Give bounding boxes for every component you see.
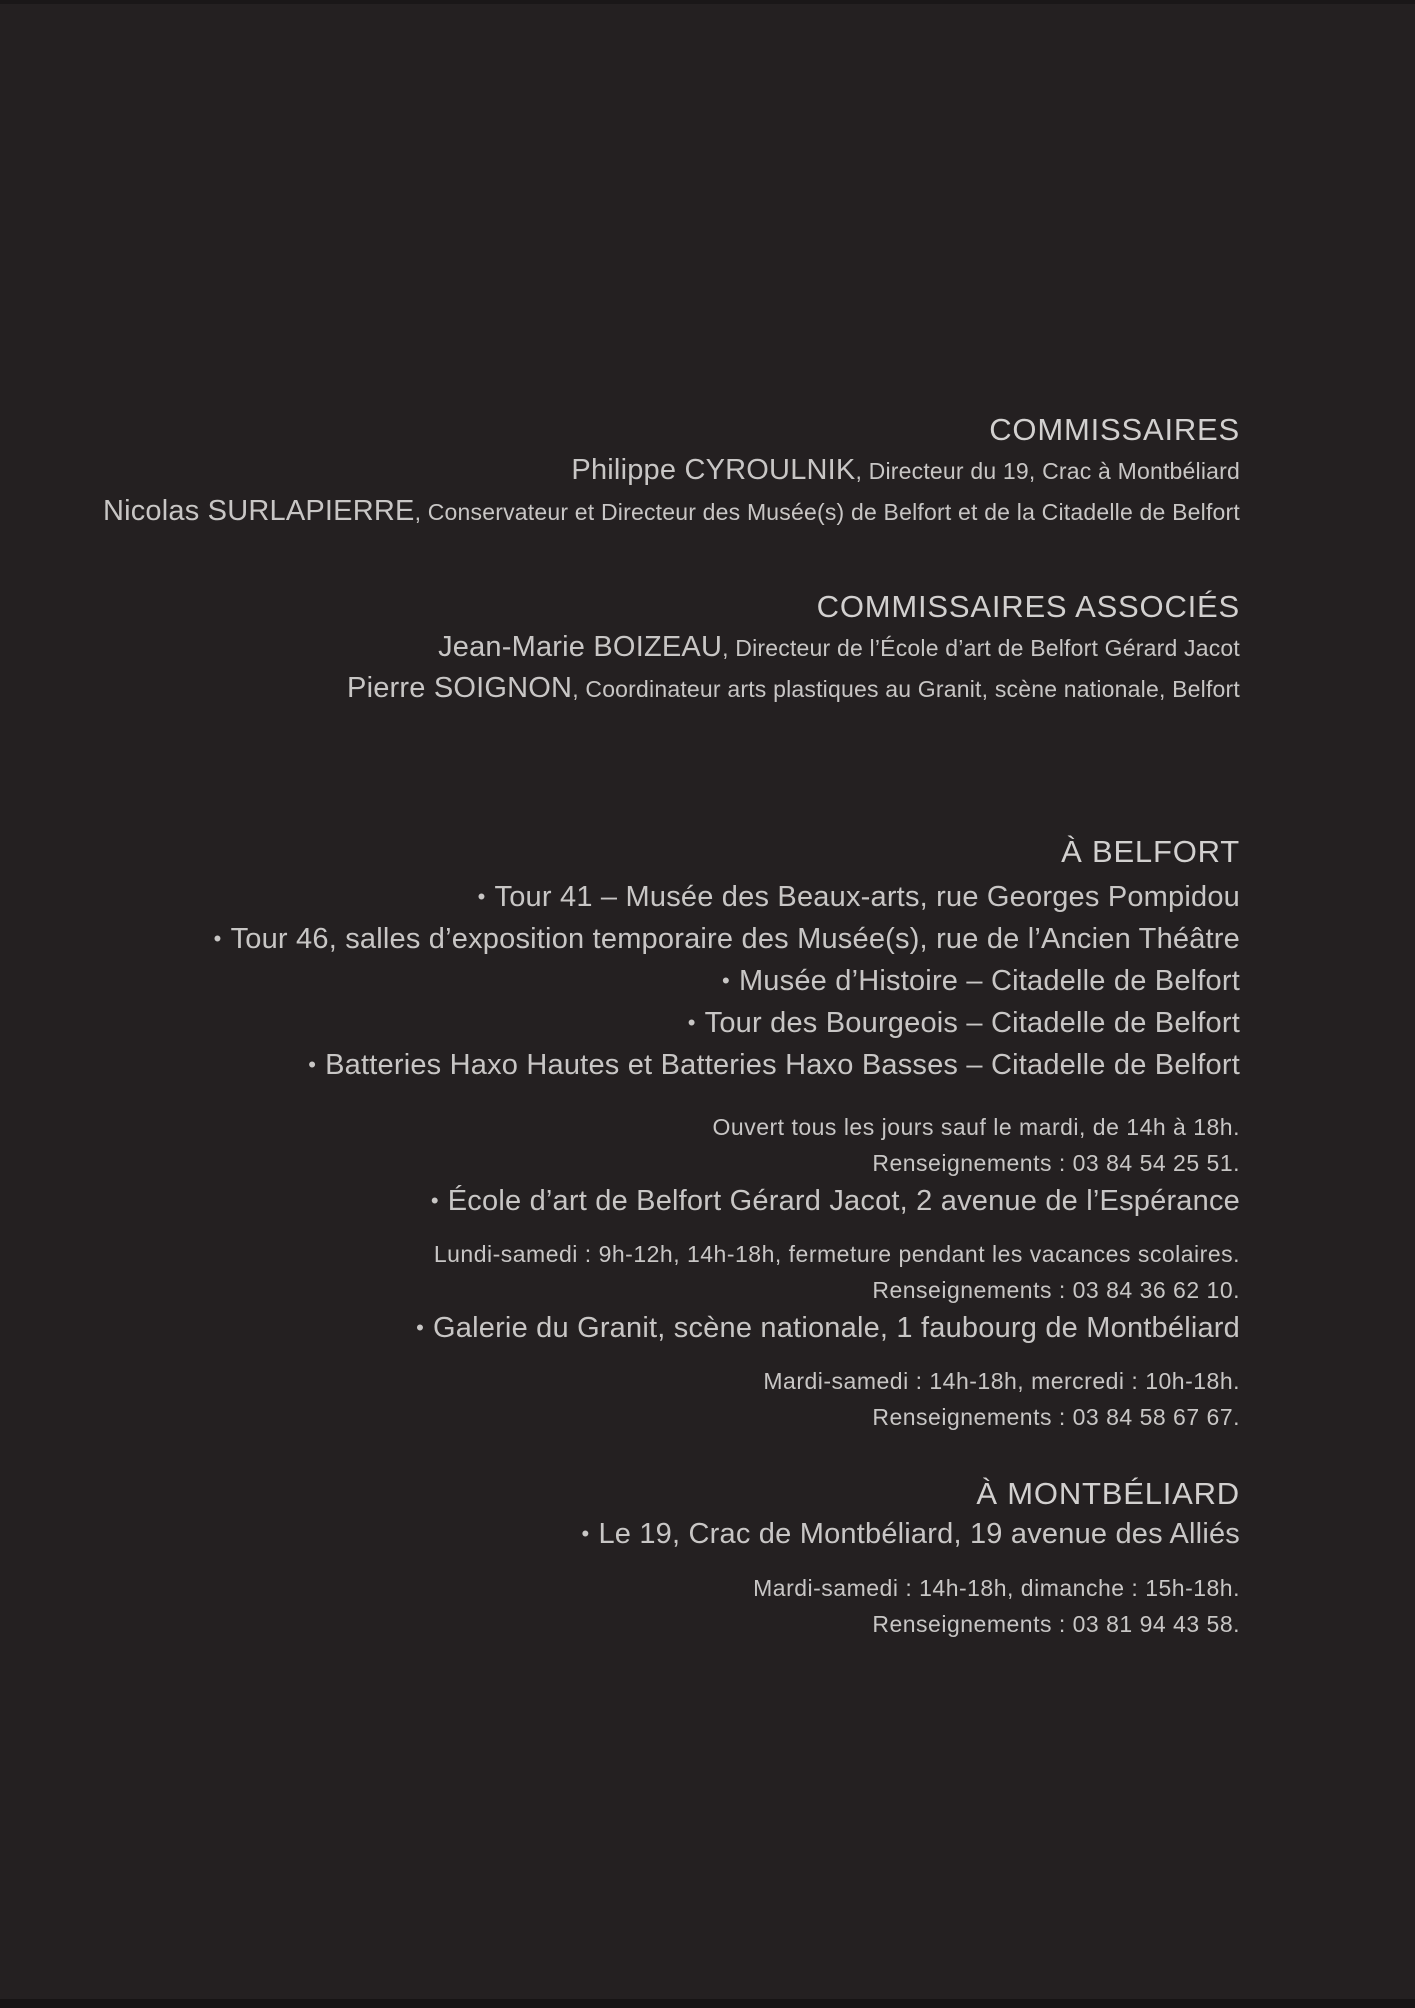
person-line — [60, 450, 1240, 491]
person-role: , Directeur de l’École d’art de Belfort Gérard Jacot — [722, 635, 1240, 661]
venue-label: Musée d’Histoire – Citadelle de Belfort — [738, 965, 1240, 997]
bullet-icon: • — [477, 884, 486, 909]
opening-hours-line: Lundi-samedi : 9h-12h, 14h-18h, fermeture pendant les vacances scolaires. — [433, 1241, 1240, 1267]
opening-hours-line: Mardi-samedi : 14h-18h, dimanche : 15h-18h. — [753, 1575, 1240, 1601]
phone-info-line: Renseignements : 03 84 58 67 67. — [872, 1404, 1240, 1430]
opening-hours-line: Mardi-samedi : 14h-18h, mercredi : 10h-18h. — [763, 1368, 1240, 1394]
section-belfort — [60, 832, 1240, 1435]
section-commissaires — [60, 410, 1240, 532]
person-line — [60, 627, 1240, 668]
bullet-icon: • — [430, 1188, 439, 1213]
venue-item-le19 — [60, 1514, 1240, 1556]
venue-label: Galerie du Granit, scène nationale, 1 faubourg de Montbéliard — [433, 1312, 1240, 1344]
venue-label: Tour 46, salles d’exposition temporaire des Musée(s), rue de l’Ancien Théâtre — [230, 923, 1240, 955]
person-line — [60, 491, 1240, 532]
montbeliard-hours — [60, 1570, 1240, 1642]
person-role: , Coordinateur arts plastiques au Granit, scène nationale, Belfort — [572, 676, 1240, 702]
galerie-hours — [60, 1363, 1240, 1435]
section-title-belfort: À BELFORT — [1061, 834, 1240, 869]
colophon-content — [60, 410, 1240, 1642]
section-title-commissaires-associes: COMMISSAIRES ASSOCIÉS — [816, 589, 1240, 624]
person-name: Pierre SOIGNON — [347, 672, 573, 704]
scan-edge-bottom — [0, 1999, 1415, 2008]
person-line — [60, 668, 1240, 709]
ecole-hours — [60, 1236, 1240, 1308]
section-commissaires-associes — [60, 587, 1240, 709]
venue-item — [60, 919, 1240, 961]
venue-label: École d’art de Belfort Gérard Jacot, 2 avenue de l’Espérance — [447, 1185, 1240, 1217]
scan-edge-top — [0, 0, 1415, 4]
venue-item — [60, 961, 1240, 1003]
bullet-icon: • — [722, 968, 730, 993]
belfort-hours — [60, 1109, 1240, 1181]
section-title-montbeliard: À MONTBÉLIARD — [976, 1476, 1240, 1511]
person-role: , Conservateur et Directeur des Musée(s) de Belfort et de la Citadelle de Belfort — [414, 499, 1240, 525]
venue-label: Le 19, Crac de Montbéliard, 19 avenue des Alliés — [598, 1518, 1240, 1550]
bullet-icon: • — [581, 1521, 590, 1546]
section-montbeliard — [60, 1474, 1240, 1642]
venue-item-galerie — [60, 1308, 1240, 1350]
venue-item-ecole — [60, 1181, 1240, 1223]
bullet-icon: • — [687, 1010, 696, 1035]
venue-label: Tour 41 – Musée des Beaux-arts, rue Georges Pompidou — [494, 881, 1240, 913]
venue-label: Tour des Bourgeois – Citadelle de Belfort — [704, 1007, 1240, 1039]
opening-hours-line: Ouvert tous les jours sauf le mardi, de 14h à 18h. — [712, 1114, 1240, 1140]
venue-label: Batteries Haxo Hautes et Batteries Haxo Basses – Citadelle de Belfort — [325, 1049, 1240, 1081]
phone-info-line: Renseignements : 03 84 54 25 51. — [872, 1150, 1240, 1176]
phone-info-line: Renseignements : 03 81 94 43 58. — [872, 1611, 1240, 1637]
belfort-venue-list — [60, 877, 1240, 1087]
person-name: Philippe CYROULNIK — [571, 454, 856, 486]
phone-info-line: Renseignements : 03 84 36 62 10. — [872, 1277, 1240, 1303]
venue-item — [60, 1045, 1240, 1087]
bullet-icon: • — [308, 1052, 317, 1077]
person-name: Nicolas SURLAPIERRE — [102, 495, 415, 527]
person-role: , Directeur du 19, Crac à Montbéliard — [855, 458, 1240, 484]
section-title-commissaires: COMMISSAIRES — [989, 412, 1240, 447]
bullet-icon: • — [213, 926, 222, 951]
person-name: Jean-Marie BOIZEAU — [438, 631, 723, 663]
bullet-icon: • — [416, 1315, 425, 1340]
venue-item — [60, 877, 1240, 919]
venue-item — [60, 1003, 1240, 1045]
